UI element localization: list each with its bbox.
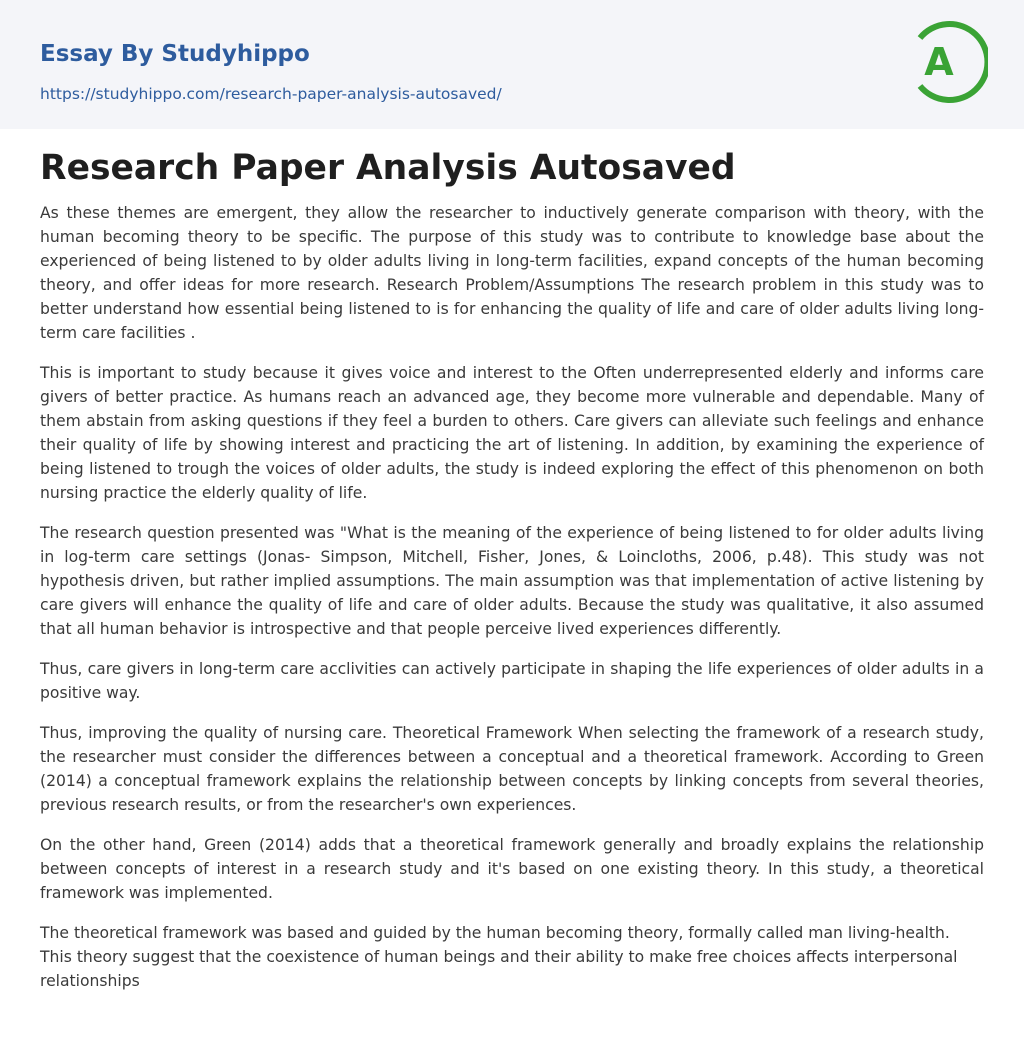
studyhippo-logo-icon[interactable]	[910, 18, 988, 106]
essay-paragraph: As these themes are emergent, they allow the researcher to inductively generate comparison with theory, with the human becoming theory to be specific. The purpose of this study was to contribute to knowledge base about the experienced of being listened to by older adults living in long-term facilities, expand concepts of the human becoming theory, and offer ideas for more research. Research Problem/Assumptions The research problem in this study was to better understand how essential being listened to is for enhancing the quality of life and care of older adults living long-term care facilities .	[40, 204, 984, 342]
essay-paragraph: This is important to study because it gives voice and interest to the Often underrepresented elderly and informs care givers of better practice. As humans reach an advanced age, they become more vulnerable and dependable. Many of them abstain from asking questions if they feel a burden to others. Care givers can alleviate such feelings and enhance their quality of life by showing interest and practicing the art of listening. In addition, by examining the experience of being listened to trough the voices of older adults, the study is indeed exploring the effect of this phenomenon on both nursing practice the elderly quality of life.	[40, 364, 984, 502]
essay-paragraph: Thus, care givers in long-term care acclivities can actively participate in shaping the life experiences of older adults in a positive way.	[40, 660, 984, 702]
essay-url-link[interactable]: https://studyhippo.com/research-paper-analysis-autosaved/	[40, 85, 502, 103]
essay-paragraph: Thus, improving the quality of nursing care. Theoretical Framework When selecting the framework of a research study, the researcher must consider the differences between a conceptual and a theoretical framework. According to Green (2014) a conceptual framework explains the relationship between concepts by linking concepts from several theories, previous research results, or from the researcher's own experiences.	[40, 724, 984, 814]
essay-content	[0, 147, 1024, 993]
essay-title: Research Paper Analysis Autosaved	[40, 148, 736, 188]
essay-paragraph: On the other hand, Green (2014) adds that a theoretical framework generally and broadly explains the relationship between concepts of interest in a research study and it's based on one existing theory. In this study, a theoretical framework was implemented.	[40, 836, 984, 902]
logo-letter: A	[924, 40, 954, 84]
brand-title: Essay By Studyhippo	[40, 41, 310, 67]
essay-paragraph: The theoretical framework was based and guided by the human becoming theory, formally called man living-health. This theory suggest that the coexistence of human beings and their ability to make free choices affects interpersonal relationships	[40, 924, 958, 990]
page-header	[0, 0, 1024, 129]
essay-paragraph: The research question presented was "What is the meaning of the experience of being listened to for older adults living in log-term care settings (Jonas- Simpson, Mitchell, Fisher, Jones, & Loincloths, 2006, p.48). This study was not hypothesis driven, but rather implied assumptions. The main assumption was that implementation of active listening by care givers will enhance the quality of life and care of older adults. Because the study was qualitative, it also assumed that all human behavior is introspective and that people perceive lived experiences differently.	[40, 524, 984, 638]
